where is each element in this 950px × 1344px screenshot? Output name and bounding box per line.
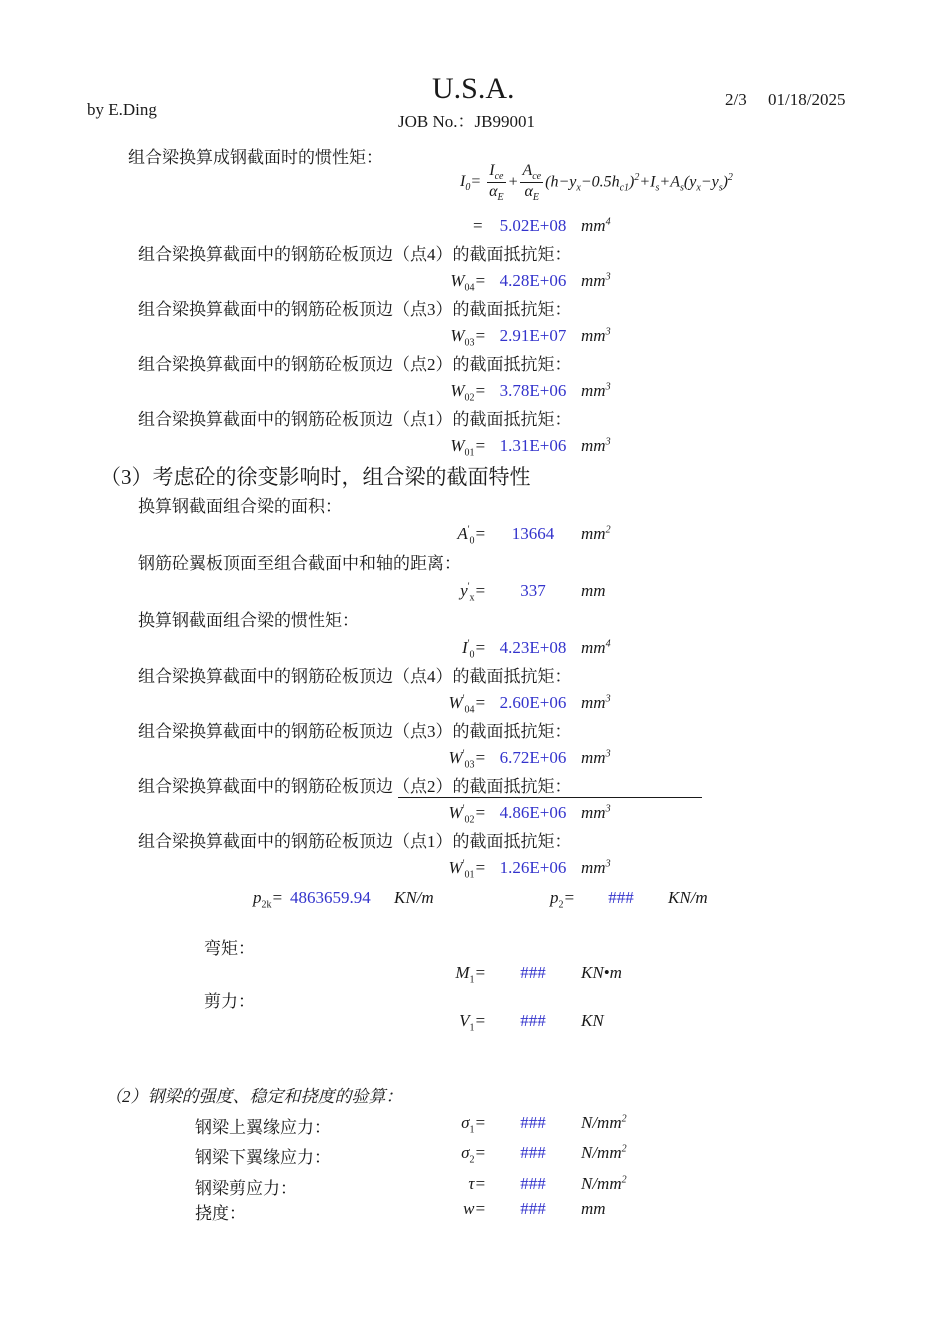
- section-modulus-value: 2.91E+07: [499, 326, 567, 345]
- check-symbol: $\sigma_1=$: [461, 1113, 486, 1136]
- area-desc: 换算钢截面组合梁的面积：: [138, 497, 342, 516]
- moment-unit: KN•m: [581, 963, 622, 982]
- creep-section-modulus-value: 6.72E+06: [499, 748, 567, 767]
- check-symbol: τ=: [468, 1174, 486, 1193]
- check-symbol: w=: [463, 1199, 486, 1218]
- creep-section-modulus-value: 1.26E+06: [499, 858, 567, 877]
- section-modulus-label: $W_{02}=$: [450, 381, 486, 404]
- creep-section-modulus-value: 4.86E+06: [499, 803, 567, 822]
- check-value: ###: [520, 1174, 546, 1193]
- creep-section-modulus-desc: 组合梁换算截面中的钢筋砼板顶边（点2）的截面抵抗矩：: [138, 777, 572, 796]
- inertia-heading: 组合梁换算成钢截面时的惯性矩：: [128, 148, 383, 167]
- check-value: ###: [520, 1143, 546, 1162]
- shear-symbol: $V_1=$: [459, 1011, 486, 1034]
- inertia-formula: $I_0=$ $\frac{I_{ce}}{\alpha_E}$ + $\frac{A_{ce}}{\alpha_E}$ $(h-y_x-0.5h_{c1})^2+I_s+A_s(y_x-y_s)^2$: [460, 162, 733, 204]
- check-value: ###: [520, 1199, 546, 1218]
- check-desc: 钢梁剪应力：: [195, 1179, 297, 1198]
- creep-section-modulus-label: $W'_{01}=$: [448, 858, 486, 881]
- inertia2-desc: 换算钢截面组合梁的惯性矩：: [138, 611, 359, 630]
- area-unit: $mm^2$: [581, 524, 611, 543]
- creep-section-heading: （3）考虑砼的徐变影响时，组合梁的截面特性: [100, 465, 531, 489]
- section-modulus-unit: $mm^3$: [581, 326, 611, 345]
- creep-section-modulus-unit: $mm^3$: [581, 803, 611, 822]
- yx-label: $y'_x=$: [460, 581, 486, 604]
- shear-unit: KN: [581, 1011, 604, 1030]
- p2-value: ###: [608, 888, 634, 907]
- creep-section-modulus-unit: $mm^3$: [581, 858, 611, 877]
- creep-section-modulus-value: 2.60E+06: [499, 693, 567, 712]
- moment-value: ###: [520, 963, 546, 982]
- creep-section-modulus-desc: 组合梁换算截面中的钢筋砼板顶边（点3）的截面抵抗矩：: [138, 722, 572, 741]
- section-modulus-desc: 组合梁换算截面中的钢筋砼板顶边（点2）的截面抵抗矩：: [138, 355, 572, 374]
- check-unit: $N/mm^2$: [581, 1174, 627, 1193]
- inertia2-unit: $mm^4$: [581, 638, 611, 657]
- area-label: $A'_0=$: [457, 524, 486, 547]
- check-unit: $N/mm^2$: [581, 1143, 627, 1162]
- creep-section-modulus-unit: $mm^3$: [581, 748, 611, 767]
- section-modulus-label: $W_{01}=$: [450, 436, 486, 459]
- inertia2-label: $I'_0=$: [462, 638, 486, 661]
- section-modulus-value: 1.31E+06: [499, 436, 567, 455]
- p2-label: $p_2=$: [550, 888, 575, 911]
- inertia-unit: $mm^4$: [581, 216, 611, 235]
- job-number: JOB No.：JB99001: [398, 112, 535, 131]
- section-modulus-unit: $mm^3$: [581, 271, 611, 290]
- creep-section-modulus-label: $W'_{03}=$: [448, 748, 486, 771]
- section-modulus-label: $W_{04}=$: [450, 271, 486, 294]
- section-modulus-label: $W_{03}=$: [450, 326, 486, 349]
- divider-line: [398, 797, 702, 798]
- yx-value: 337: [520, 581, 546, 600]
- check-unit: $N/mm^2$: [581, 1113, 627, 1132]
- date: 01/18/2025: [768, 90, 846, 109]
- creep-section-modulus-label: $W'_{04}=$: [448, 693, 486, 716]
- creep-section-modulus-unit: $mm^3$: [581, 693, 611, 712]
- page-title: U.S.A.: [432, 72, 515, 105]
- moment-label: 弯矩：: [204, 939, 255, 958]
- equals-sign: =: [473, 216, 483, 235]
- section-modulus-desc: 组合梁换算截面中的钢筋砼板顶边（点4）的截面抵抗矩：: [138, 245, 572, 264]
- inertia2-value: 4.23E+08: [499, 638, 567, 657]
- check-unit: mm: [581, 1199, 606, 1218]
- check-desc: 钢梁下翼缘应力：: [195, 1148, 331, 1167]
- moment-symbol: $M_1=$: [455, 963, 486, 986]
- author: by E.Ding: [87, 100, 157, 119]
- page-number: 2/3: [725, 90, 747, 109]
- creep-section-modulus-label: $W'_{02}=$: [448, 803, 486, 826]
- p2k-label: $p_{2k}=$: [253, 888, 283, 911]
- area-value: 13664: [511, 524, 555, 543]
- shear-label: 剪力：: [204, 992, 255, 1011]
- section-modulus-value: 4.28E+06: [499, 271, 567, 290]
- check-heading: （2）钢梁的强度、稳定和挠度的验算：: [105, 1087, 403, 1106]
- section-modulus-desc: 组合梁换算截面中的钢筋砼板顶边（点3）的截面抵抗矩：: [138, 300, 572, 319]
- section-modulus-value: 3.78E+06: [499, 381, 567, 400]
- p2-unit: KN/m: [668, 888, 708, 907]
- p2k-value: 4863659.94: [290, 888, 371, 907]
- inertia-value: 5.02E+08: [499, 216, 567, 235]
- check-symbol: $\sigma_2=$: [461, 1143, 486, 1166]
- creep-section-modulus-desc: 组合梁换算截面中的钢筋砼板顶边（点1）的截面抵抗矩：: [138, 832, 572, 851]
- section-modulus-unit: $mm^3$: [581, 381, 611, 400]
- creep-section-modulus-desc: 组合梁换算截面中的钢筋砼板顶边（点4）的截面抵抗矩：: [138, 667, 572, 686]
- shear-value: ###: [520, 1011, 546, 1030]
- yx-unit: mm: [581, 581, 606, 600]
- check-desc: 钢梁上翼缘应力：: [195, 1118, 331, 1137]
- check-desc: 挠度：: [195, 1204, 246, 1223]
- p2k-unit: KN/m: [394, 888, 434, 907]
- section-modulus-desc: 组合梁换算截面中的钢筋砼板顶边（点1）的截面抵抗矩：: [138, 410, 572, 429]
- section-modulus-unit: $mm^3$: [581, 436, 611, 455]
- check-value: ###: [520, 1113, 546, 1132]
- yx-desc: 钢筋砼翼板顶面至组合截面中和轴的距离：: [138, 554, 461, 573]
